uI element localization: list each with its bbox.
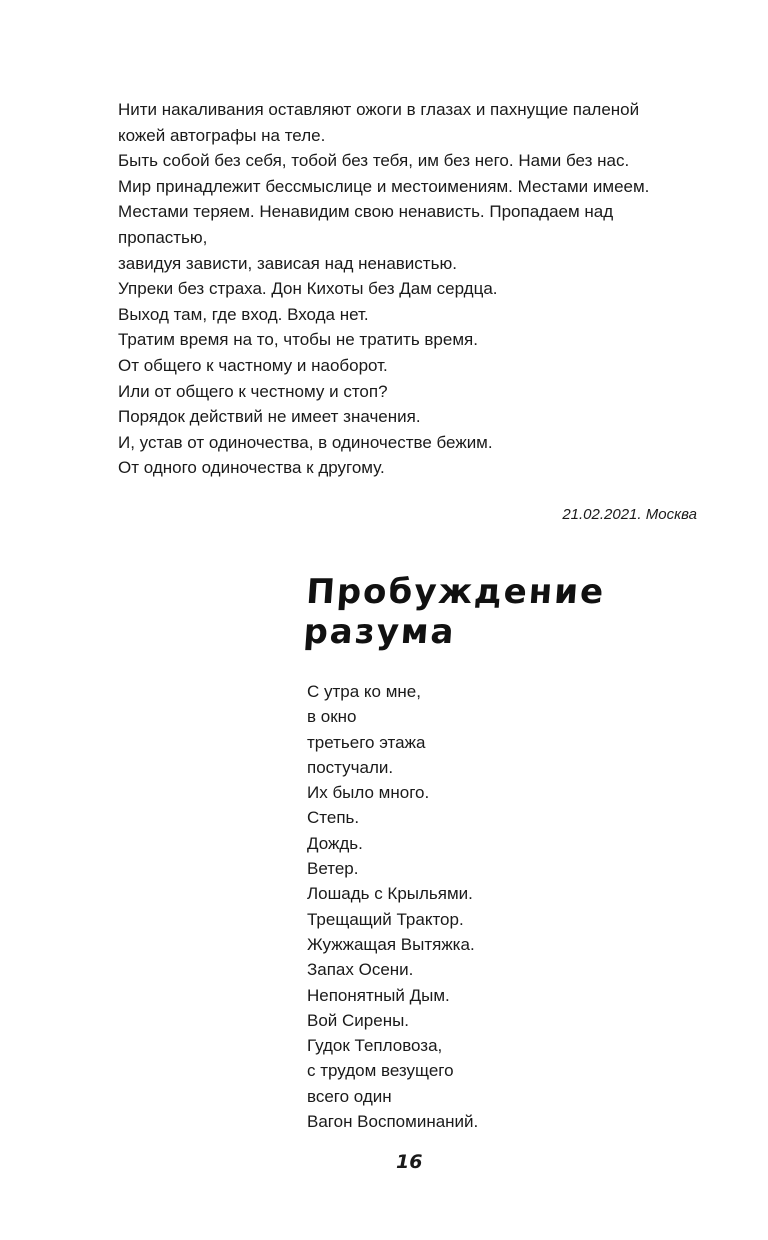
poem-line: Дождь. xyxy=(307,833,363,853)
poem-line: Ветер. xyxy=(307,859,359,879)
poem-line: От одного одиночества к другому. xyxy=(118,458,385,478)
poem-line: Тратим время на то, чтобы не тратить время. xyxy=(118,330,478,350)
poem-line: От общего к частному и наоборот. xyxy=(118,355,388,375)
poem-line: Вагон Воспоминаний. xyxy=(307,1112,479,1132)
poem-line: Порядок действий не имеет значения. xyxy=(118,407,421,427)
poem-line: Запах Осени. xyxy=(307,960,414,980)
poem-body-2 xyxy=(307,679,607,1134)
poem-title xyxy=(302,572,606,652)
poem-line: всего один xyxy=(307,1086,392,1106)
poem-line: кожей автографы на теле. xyxy=(118,125,326,145)
poem-line: С утра ко мне, xyxy=(307,682,421,701)
poem-line: Их было много. xyxy=(307,783,430,803)
poem-line: с трудом везущего xyxy=(307,1061,454,1081)
poem-line: И, устав от одиночества, в одиночестве бежим. xyxy=(118,432,493,452)
poem-line: Быть собой без себя, тобой без тебя, им без него. Нами без нас. xyxy=(118,151,630,171)
poem-line: третьего этажа xyxy=(307,732,426,752)
poem-line: в окно xyxy=(307,707,357,727)
poem-line: Трещащий Трактор. xyxy=(307,909,464,929)
poem-line: Выход там, где вход. Входа нет. xyxy=(118,304,369,324)
poem-date-place: 21.02.2021. Москва xyxy=(562,506,697,523)
poem-line: завидуя зависти, зависая над ненавистью. xyxy=(118,253,457,273)
poem-body-1 xyxy=(118,97,708,481)
poem-line: Непонятный Дым. xyxy=(307,985,450,1005)
poem-line: Степь. xyxy=(307,808,360,828)
poem-line: постучали. xyxy=(307,757,394,777)
poem-line: Мир принадлежит бессмыслице и местоимениям. Местами имеем. xyxy=(118,176,650,196)
poem-line: Жужжащая Вытяжка. xyxy=(307,934,475,954)
poem-line: Нити накаливания оставляют ожоги в глазах и пахнущие паленой xyxy=(118,100,640,119)
page-number: 16 xyxy=(396,1151,423,1173)
poem-title-line: Пробуждение xyxy=(305,572,607,612)
poem-line: Гудок Тепловоза, xyxy=(307,1036,443,1056)
poem-line: Упреки без страха. Дон Кихоты без Дам сердца. xyxy=(118,279,498,299)
poem-title-line: разума xyxy=(302,612,457,652)
poem-line: Или от общего к честному и стоп? xyxy=(118,381,388,401)
poem-line: пропастью, xyxy=(118,227,208,247)
poem-line: Вой Сирены. xyxy=(307,1010,410,1030)
poem-line: Местами теряем. Ненавидим свою ненависть. Пропадаем над xyxy=(118,202,614,222)
poem-line: Лошадь с Крыльями. xyxy=(307,884,473,904)
